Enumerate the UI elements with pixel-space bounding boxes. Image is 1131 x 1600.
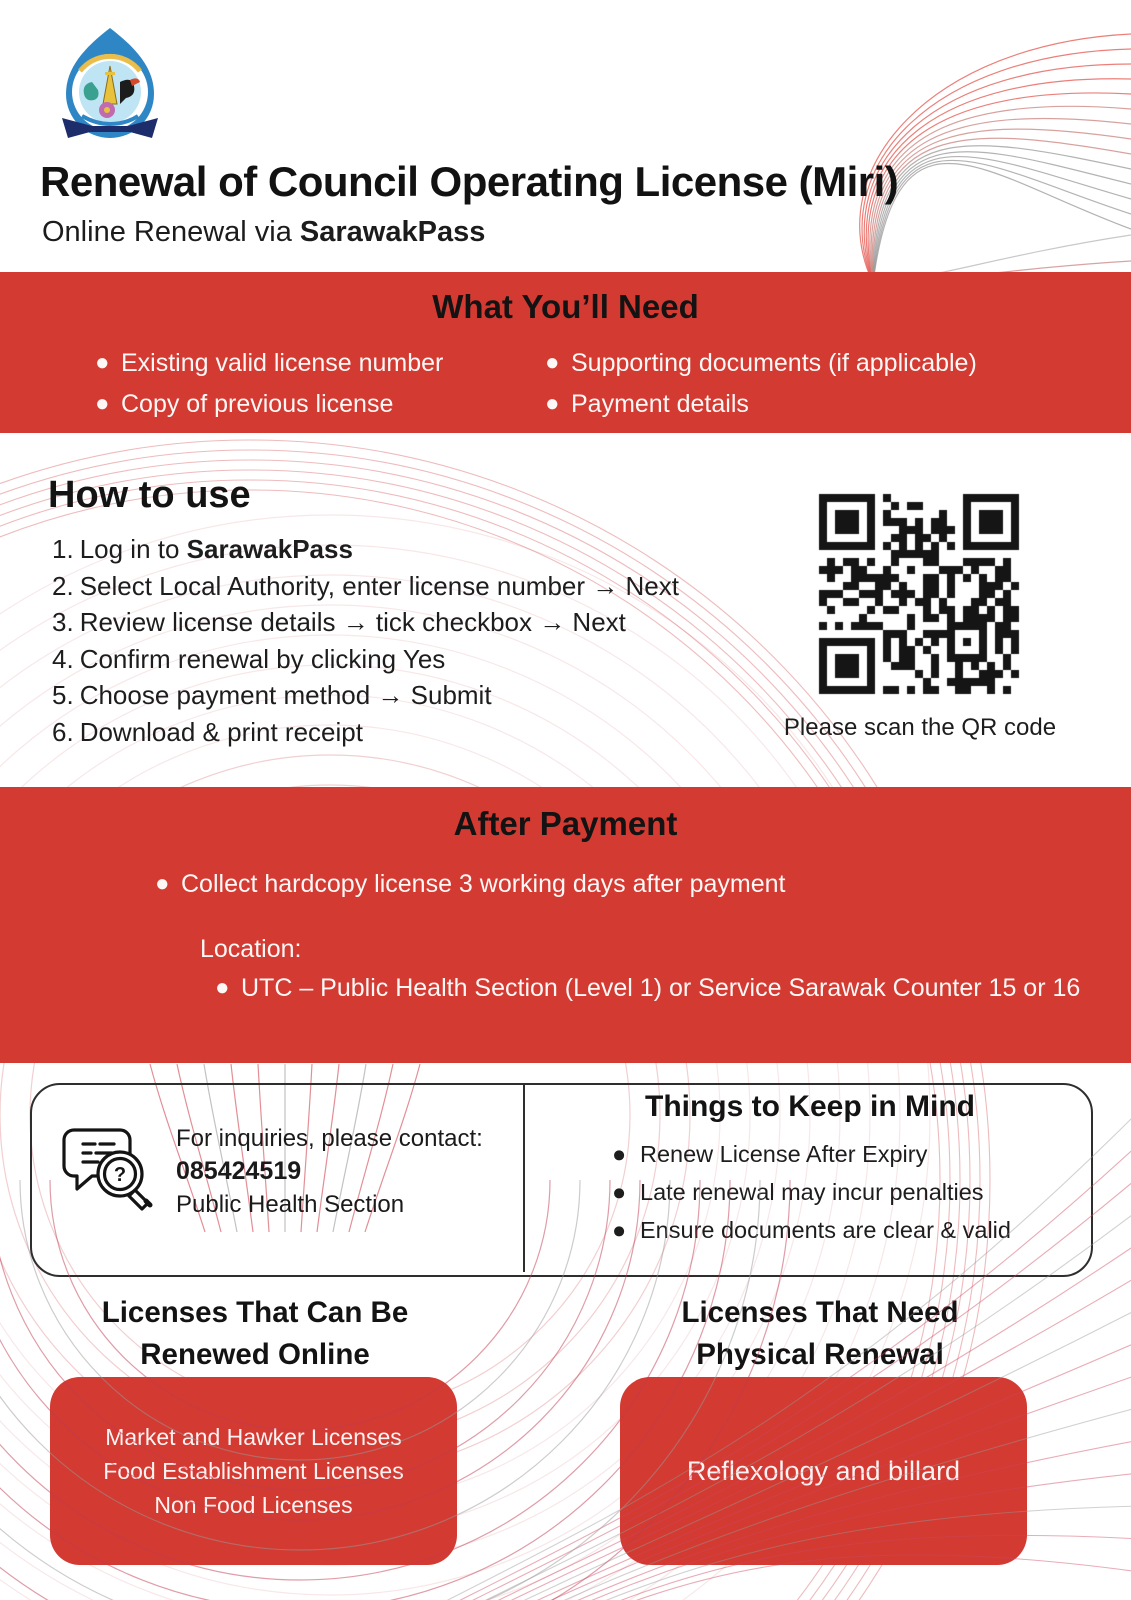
step-5: 5. Choose payment method → Submit (52, 680, 492, 710)
license-item: Food Establishment Licenses (103, 1458, 404, 1484)
bullet-icon: ● (612, 1217, 627, 1243)
contact-intro: For inquiries, please contact: (176, 1125, 483, 1152)
bullet-icon: ● (95, 349, 110, 376)
info-box-divider (523, 1084, 525, 1272)
contact-block (176, 1122, 483, 1221)
after-payment-bullet: ● Collect hardcopy license 3 working days after payment (155, 870, 786, 898)
what-youll-need-banner (0, 272, 1131, 433)
location-bullet: ● UTC – Public Health Section (Level 1) or Service Sarawak Counter 15 or 16 (215, 974, 1081, 1002)
list-item: ● Copy of previous license (95, 390, 394, 418)
license-item: Market and Hawker Licenses (105, 1424, 402, 1450)
online-renewal-heading: Licenses That Can Be Renewed Online (101, 1296, 409, 1371)
license-item: Non Food Licenses (154, 1492, 353, 1518)
bullet-icon: ● (545, 390, 560, 417)
bullet-icon: ● (612, 1179, 627, 1205)
list-item: ● Ensure documents are clear & valid (612, 1217, 1011, 1243)
need-list-left (95, 348, 443, 430)
council-logo (50, 26, 170, 144)
step-2: 2. Select Local Authority, enter license number → Next (52, 570, 679, 601)
physical-renewal-heading: Licenses That Need Physical Renewal (681, 1296, 959, 1371)
need-list-right (545, 348, 977, 430)
step-6: 6. Download & print receipt (52, 716, 363, 747)
physical-licenses-card (620, 1377, 1027, 1565)
things-to-keep-in-mind-title: Things to Keep in Mind (645, 1090, 975, 1123)
step-4: 4. Confirm renewal by clicking Yes (52, 643, 446, 674)
inquiry-chat-magnifier-icon (58, 1116, 162, 1220)
contact-phone: 085424519 (176, 1157, 302, 1185)
after-payment-title: After Payment (453, 805, 678, 842)
bullet-icon: ● (95, 390, 110, 417)
council-crest-icon (50, 26, 170, 144)
svg-text:?: ? (113, 1164, 127, 1186)
qr-code (816, 491, 1022, 697)
list-item: ● Payment details (545, 390, 749, 418)
how-to-use-steps (52, 531, 679, 750)
subtitle-prefix: Online Renewal via (42, 216, 300, 248)
qr-caption: Please scan the QR code (783, 714, 1057, 741)
license-item: Reflexology and billard (686, 1455, 961, 1486)
list-item: ● Renew License After Expiry (612, 1141, 928, 1167)
step-1: 1. Log in to SarawakPass (52, 534, 353, 564)
subtitle-sarawakpass: SarawakPass (299, 216, 486, 248)
qr-code-image (816, 491, 1022, 697)
list-item: ● Supporting documents (if applicable) (545, 349, 977, 377)
step-3: 3. Review license details → tick checkbox → Next (52, 607, 626, 637)
page-subtitle (42, 216, 485, 249)
online-licenses-card (50, 1377, 457, 1565)
bullet-icon: ● (545, 349, 560, 376)
what-youll-need-title: What You’ll Need (432, 288, 699, 325)
page-title: Renewal of Council Operating License (Miri) (40, 158, 899, 205)
bullet-icon: ● (215, 974, 230, 1001)
things-to-keep-in-mind-list (612, 1140, 1011, 1254)
bullet-icon: ● (612, 1141, 627, 1167)
list-item: ● Existing valid license number (95, 349, 444, 377)
contact-department: Public Health Section (176, 1191, 405, 1218)
location-label: Location: (200, 935, 302, 963)
list-item: ● Late renewal may incur penalties (612, 1179, 984, 1205)
after-payment-banner (0, 787, 1131, 1063)
bullet-icon: ● (155, 870, 170, 897)
how-to-use-title: How to use (48, 474, 251, 516)
